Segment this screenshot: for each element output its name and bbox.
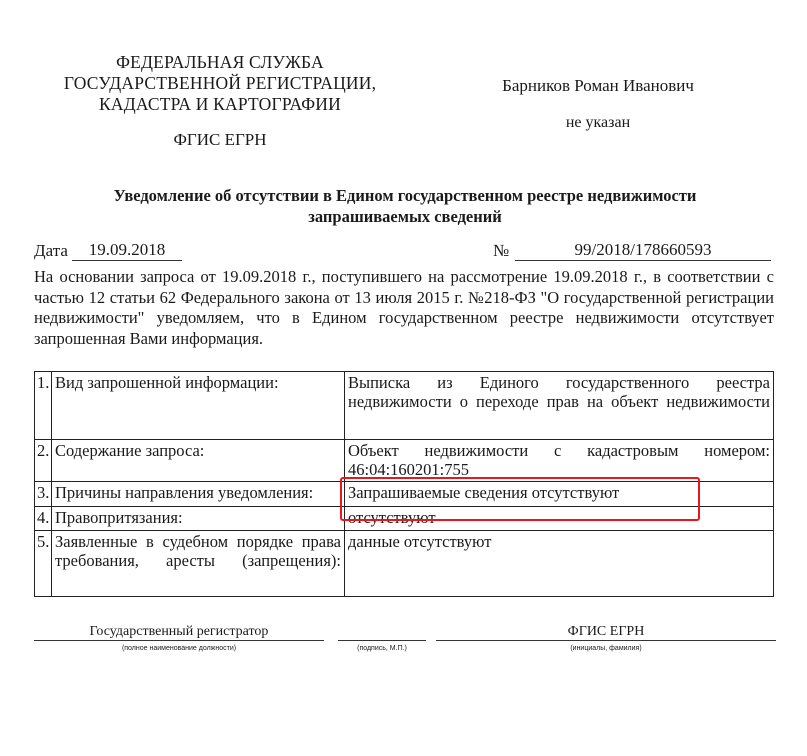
row-number: 2. bbox=[35, 440, 52, 482]
title-line: запрашиваемых сведений bbox=[308, 207, 502, 226]
position-line bbox=[34, 640, 324, 641]
row-answer: Выписка из Единого государственного реестра недвижимости о переходе прав на объект недвижимости bbox=[345, 372, 774, 440]
agency-subtitle: ФГИС ЕГРН bbox=[173, 130, 267, 149]
document-title bbox=[40, 185, 770, 227]
agency-line: ГОСУДАРСТВЕННОЙ РЕГИСТРАЦИИ, bbox=[63, 73, 377, 93]
row-question: Вид запрошенной информации: bbox=[52, 372, 345, 440]
table-row bbox=[35, 372, 774, 440]
recipient-name: Барников Роман Иванович bbox=[502, 76, 694, 95]
row-question: Правопритязания: bbox=[52, 507, 345, 531]
signature-line bbox=[338, 640, 426, 641]
row-answer-cell bbox=[345, 440, 774, 482]
row-question: Содержание запроса: bbox=[52, 440, 345, 482]
row-question: Причины направления уведомления: bbox=[52, 482, 345, 507]
highlight-box bbox=[340, 477, 700, 521]
row-number: 4. bbox=[35, 507, 52, 531]
row-answer: Объект недвижимости с кадастровым номером: 46:04:160201:755 bbox=[348, 441, 770, 479]
table-row bbox=[35, 440, 774, 482]
name-caption: (инициалы, фамилия) bbox=[570, 645, 642, 652]
row-question: Заявленные в судебном порядке права требования, аресты (запрещения): bbox=[52, 531, 345, 597]
signature-caption: (подпись, М.П.) bbox=[357, 645, 407, 652]
position-caption: (полное наименование должности) bbox=[121, 645, 237, 652]
row-answer-clip bbox=[348, 441, 770, 479]
agency-line: КАДАСТРА И КАРТОГРАФИИ bbox=[99, 94, 341, 114]
row-number: 1. bbox=[35, 372, 52, 440]
agency-name bbox=[40, 52, 400, 115]
row-answer: отсутствуют bbox=[345, 507, 774, 531]
number-label: № bbox=[493, 241, 510, 260]
name-line bbox=[436, 640, 776, 641]
table-row bbox=[35, 531, 774, 597]
registrar-position: Государственный регистратор bbox=[89, 624, 269, 639]
number-value: 99/2018/178660593 bbox=[515, 240, 771, 261]
row-answer: Запрашиваемые сведения отсутствуют bbox=[345, 482, 774, 507]
row-number: 5. bbox=[35, 531, 52, 597]
registrar-name: ФГИС ЕГРН bbox=[567, 624, 645, 639]
row-number: 3. bbox=[35, 482, 52, 507]
title-line: Уведомление об отсутствии в Едином государственном реестре недвижимости bbox=[113, 186, 697, 205]
row-answer: данные отсутствуют bbox=[345, 531, 774, 597]
notice-paragraph: На основании запроса от 19.09.2018 г., поступившего на рассмотрение 19.09.2018 г., в соответствии с частью 12 статьи 62 Федерального закона от 13 июля 2015 г. №218-ФЗ "О государственной регистрации недвижимости" уведомляем, что в Едином государственном реестре недвижимости отсутствует запрошенная Вами информация. bbox=[34, 267, 774, 348]
date-value: 19.09.2018 bbox=[72, 240, 182, 261]
date-label: Дата bbox=[34, 241, 68, 260]
recipient-address: не указан bbox=[565, 114, 631, 131]
agency-line: ФЕДЕРАЛЬНАЯ СЛУЖБА bbox=[116, 52, 324, 72]
